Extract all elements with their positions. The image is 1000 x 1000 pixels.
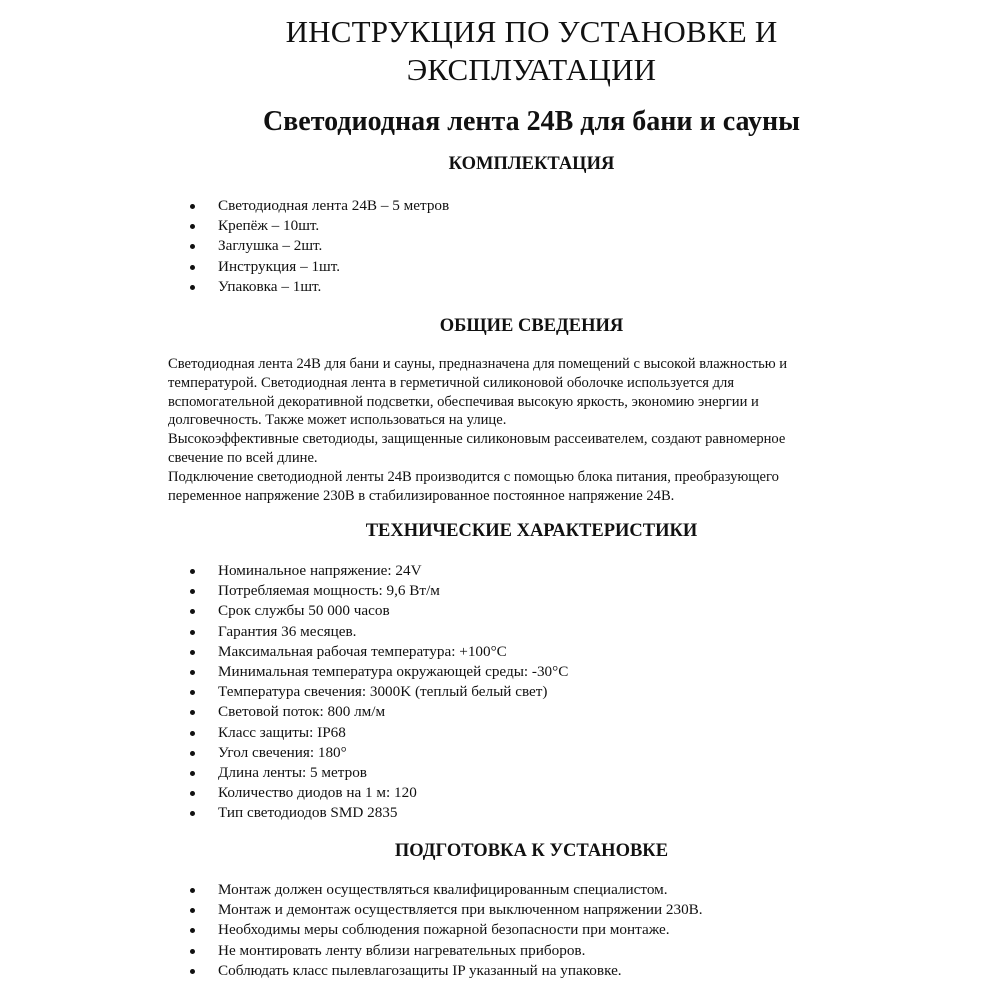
general-info-paragraph [168,355,868,505]
preparation-item: Монтаж и демонтаж осуществляется при выключенном напряжении 230В. [188,900,703,920]
general-info-line: переменное напряжение 230В в стабилизированное постоянное напряжение 24В. [168,487,675,504]
general-info-line: Светодиодная лента 24В для бани и сауны, предназначена для помещений с высокой влажностью и [168,356,788,372]
kit-item: Инструкция – 1шт. [188,257,449,277]
general-info-line: Высокоэффективные светодиоды, защищенные силиконовым рассеивателем, создают равномерное [168,431,786,448]
preparation-list [188,880,703,981]
kit-item: Светодиодная лента 24В – 5 метров [188,196,449,216]
preparation-item: Монтаж должен осуществляться квалифицированным специалистом. [188,880,703,900]
document-title-line-1: ИНСТРУКЦИЯ ПО УСТАНОВКЕ И [285,14,778,49]
kit-item: Упаковка – 1шт. [188,277,449,297]
spec-item: Гарантия 36 месяцев. [188,622,568,642]
spec-item: Срок службы 50 000 часов [188,601,568,621]
spec-item: Тип светодиодов SMD 2835 [188,803,568,823]
document-title-line-2: ЭКСПЛУАТАЦИИ [406,52,657,87]
section-heading-kit: КОМПЛЕКТАЦИЯ [448,154,615,174]
spec-item: Угол свечения: 180° [188,743,568,763]
specs-list [188,561,568,824]
kit-list [188,196,449,297]
spec-item: Количество диодов на 1 м: 120 [188,783,568,803]
general-info-line: Подключение светодиодной ленты 24В производится с помощью блока питания, преобразующего [168,468,779,485]
general-info-line: температурой. Светодиодная лента в герметичной силиконовой оболочке используется для [168,374,735,391]
general-info-line: долговечность. Также может использоваться на улице. [168,412,507,429]
spec-item: Температура свечения: 3000K (теплый белый свет) [188,682,568,702]
section-heading-preparation: ПОДГОТОВКА К УСТАНОВКЕ [394,841,669,861]
kit-item: Заглушка – 2шт. [188,236,449,256]
product-subtitle: Светодиодная лента 24В для бани и сауны [262,106,801,137]
spec-item: Потребляемая мощность: 9,6 Вт/м [188,581,568,601]
section-heading-specs: ТЕХНИЧЕСКИЕ ХАРАКТЕРИСТИКИ [365,521,698,541]
preparation-item: Необходимы меры соблюдения пожарной безопасности при монтаже. [188,920,703,940]
spec-item: Класс защиты: IP68 [188,723,568,743]
section-heading-general: ОБЩИЕ СВЕДЕНИЯ [439,316,624,336]
preparation-item: Не монтировать ленту вблизи нагревательных приборов. [188,941,703,961]
kit-item: Крепёж – 10шт. [188,216,449,236]
spec-item: Максимальная рабочая температура: +100°C [188,642,568,662]
general-info-line: вспомогательной декоративной подсветки, обеспечивая высокую яркость, экономию энергии и [168,393,759,410]
spec-item: Длина ленты: 5 метров [188,763,568,783]
preparation-item: Соблюдать класс пылевлагозащиты IP указанный на упаковке. [188,961,703,981]
spec-item: Минимальная температура окружающей среды: -30°C [188,662,568,682]
spec-item: Световой поток: 800 лм/м [188,702,568,722]
spec-item: Номинальное напряжение: 24V [188,561,568,581]
general-info-line: свечение по всей длине. [168,449,318,466]
